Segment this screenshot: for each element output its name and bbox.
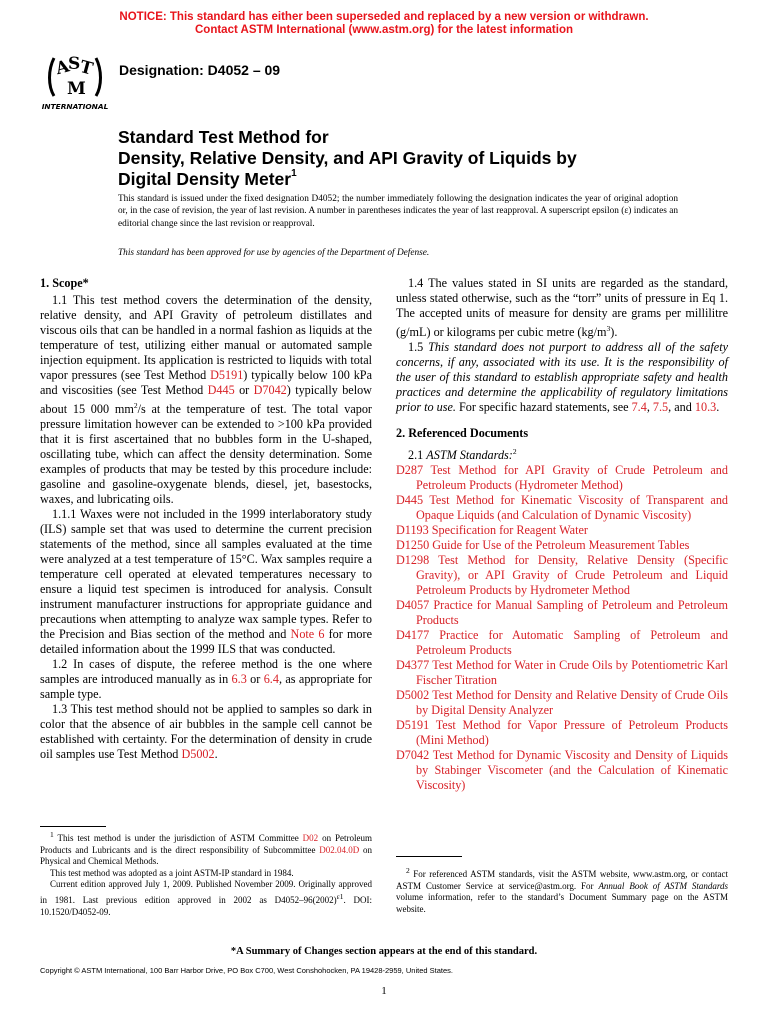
footnote-1-text: $^1$ This test method is under the jurisdiction of ASTM Committee D02 on Petroleum Products and Lubricants and is the direct responsibility of Subcommittee D02.04.0D on Physical and Chemical Methods.: [40, 830, 372, 867]
issuance-statement: This standard is issued under the fixed designation D4052; the number immediately following the designation indicates the year of original adoption or, in the case of revision, the year of last revision. A number in parentheses indicates the year of last reapproval. A superscript epsilon (ε) indicates an editorial change since the last revision or reapproval.: [118, 194, 678, 229]
ref-link-d5191[interactable]: D5191: [210, 368, 244, 382]
ref-link-d5002[interactable]: D5002: [181, 747, 215, 762]
scope-heading: 1. Scope*: [40, 276, 89, 290]
right-column: [396, 276, 728, 793]
standard-title-link[interactable]: Test Method for API Gravity of Crude Petroleum and Petroleum Products (Hydrometer Method): [416, 463, 728, 493]
standard-code-link[interactable]: D4057: [396, 598, 430, 613]
standard-title-link[interactable]: Test Method for Density and Relative Density of Crude Oils by Digital Density Analyzer: [416, 688, 728, 718]
footnote-1: [40, 829, 372, 918]
referenced-documents-heading: 2. Referenced Documents: [396, 426, 529, 441]
referenced-standard-item: [396, 598, 728, 628]
notice-line-2: Contact ASTM International (www.astm.org) for the latest information: [194, 24, 574, 36]
withdrawal-notice: [0, 11, 768, 37]
referenced-standard-item: [396, 748, 728, 793]
standard-code-link[interactable]: D5191: [396, 718, 430, 733]
page-number: 1: [381, 985, 387, 997]
referenced-standard-item: [396, 463, 728, 493]
ref-link-d445[interactable]: D445: [207, 383, 235, 397]
standard-code-link[interactable]: D1298: [396, 553, 430, 568]
standard-code-link[interactable]: D7042: [396, 748, 430, 763]
dod-approval: This standard has been approved for use by agencies of the Department of Defense.: [118, 248, 430, 258]
astm-logo: [40, 50, 110, 112]
title-line-2: Density, Relative Density, and API Gravity of Liquids by: [118, 148, 577, 168]
paragraph-1-1-1: 1.1.1 Waxes were not included in the 1999 interlaboratory study (ILS) sample set that was used to determine the current precision statements of the method, since all samples evaluated at the time were analyzed at a test temperature of 15°C. Wax samples require a temperature cell operated at elevated temperatures necessary to ensure a liquid test specimen is introduced for analysis. Consult instrument manufacturer instructions for appropriate guidance and precautions when attempting to analyze wax sample types. Refer to the Precision and Bias section of the method and Note 6 for more detailed information about the 1999 ILS that was conducted.: [40, 507, 372, 657]
notice-line-1: NOTICE: This standard has either been superseded and replaced by a new version or withdrawn.: [119, 11, 649, 23]
ref-link-d02[interactable]: D02: [302, 833, 319, 843]
paragraph-1-2: 1.2 In cases of dispute, the referee method is the one where samples are introduced manually as in 6.3 or 6.4, as appropriate for sample type.: [40, 657, 372, 702]
standard-title-link[interactable]: Guide for Use of the Petroleum Measurement Tables: [432, 538, 690, 553]
paragraph-1-5: 1.5 This standard does not purport to address all of the safety concerns, if any, associated with its use. It is the responsibility of the user of this standard to establish appropriate safety and health practices and determine the applicability of regulatory limitations prior to use. For specific hazard statements, see 7.4, 7.5, and 10.3.: [396, 340, 728, 415]
standard-title-link[interactable]: Test Method for Kinematic Viscosity of Transparent and Opaque Liquids (and Calculation of Dynamic Viscosity): [416, 493, 729, 523]
ref-link-6-3[interactable]: 6.3: [231, 672, 247, 687]
referenced-standard-item: [396, 658, 728, 688]
copyright-line: Copyright © ASTM International, 100 Barr Harbor Drive, PO Box C700, West Conshohocken, PA 19428-2959, United States.: [40, 966, 453, 975]
ref-link-d7042[interactable]: D7042: [253, 383, 287, 397]
standard-code-link[interactable]: D1193: [396, 523, 429, 538]
document-title: [118, 127, 678, 190]
footnote-rule-left: [40, 826, 106, 827]
referenced-standard-item: [396, 688, 728, 718]
ref-link-7-4[interactable]: 7.4: [631, 400, 647, 415]
astm-standards-subheading: 2.1 ASTM Standards:$^2$: [408, 447, 517, 463]
summary-of-changes-note: *A Summary of Changes section appears at the end of this standard.: [230, 946, 538, 957]
standard-code-link[interactable]: D445: [396, 493, 424, 508]
ref-link-10-3[interactable]: 10.3: [694, 400, 717, 415]
svg-text:T: T: [77, 57, 95, 80]
standard-title-link[interactable]: Test Method for Vapor Pressure of Petroleum Products (Mini Method): [416, 718, 729, 748]
standard-code-link[interactable]: D4177: [396, 628, 430, 643]
referenced-standard-item: [396, 553, 728, 598]
ref-link-d02-04-0d[interactable]: D02.04.0D: [319, 844, 360, 855]
standard-title-link[interactable]: Practice for Automatic Sampling of Petroleum and Petroleum Products: [416, 628, 729, 658]
standard-title-link[interactable]: Practice for Manual Sampling of Petroleum and Petroleum Products: [416, 598, 728, 628]
standard-title-link[interactable]: Test Method for Water in Crude Oils by Potentiometric Karl Fischer Titration: [416, 658, 728, 688]
paragraph-1-4: 1.4 The values stated in SI units are regarded as the standard, unless stated otherwise, such as the “torr” units of pressure in Eq 1. The accepted units of measure for density are grams per millilitre (g/mL) or kilograms per cubic metre $(kg/m^3)$.: [396, 276, 728, 340]
footnote-1-edition: Current edition approved July 1, 2009. Published November 2009. Originally approved in 1981. Last previous edition approved in 2002 as $D4052-96(2002)^{\varepsilon 1}$. DOI: 10.1520/D4052-09.: [40, 879, 372, 917]
svg-text:S: S: [68, 54, 81, 74]
footnote-1-adoption: This test method was adopted as a joint ASTM-IP standard in 1984.: [50, 867, 294, 878]
ref-link-note-6[interactable]: Note 6: [290, 627, 325, 642]
referenced-standard-item: [396, 523, 728, 538]
footnote-2: [396, 865, 728, 915]
left-column: [40, 276, 372, 762]
title-footnote-mark: 1: [291, 168, 297, 180]
svg-text:A: A: [53, 56, 72, 80]
logo-text: INTERNATIONAL: [41, 102, 109, 111]
title-line-1: Standard Test Method for: [118, 127, 329, 147]
ref-link-7-5[interactable]: 7.5: [652, 400, 669, 415]
standard-title-link[interactable]: Test Method for Density, Relative Density (Specific Gravity), or API Gravity of Crude Petroleum and Liquid Petroleum Products by Hydrometer Method: [416, 553, 728, 598]
designation: Designation: D4052 – 09: [119, 62, 281, 78]
standard-title-link[interactable]: Specification for Reagent Water: [431, 523, 588, 538]
paragraph-1-1: 1.1 This test method covers the determination of the density, relative density, and API Gravity of petroleum distillates and viscous oils that can be handled in a normal fashion as liquids at the temperature of test, utilizing either manual or automated sample injection equipment. Its application is restricted to liquids with total vapor pressures (see Test Method D5191) typically below 100 kPa and viscosities (see Test Method D445 or D7042) typically below about 15 000 $mm^2/s$ at the temperature of test. The total vapor pressure limitation however can be extended to >100 kPa provided that it is first ascertained that no bubbles form in the U-shaped, oscillating tube, which can affect the density determination. Some examples of products that may be tested by this procedure include: gasoline and gasoline-oxygenate blends, diesel, jet, basestocks, waxes, and lubricating oils.: [40, 293, 372, 507]
referenced-standard-item: [396, 493, 728, 523]
footnote-2-text: $^2$ For referenced ASTM standards, visit the ASTM website, www.astm.org, or contact ASTM Customer Service at service@astm.org. For Annual Book of ASTM Standards volume information, refer to the standard’s Document Summary page on the ASTM website.: [396, 866, 728, 914]
referenced-standard-item: [396, 538, 728, 553]
footnote-rule-right: [396, 856, 462, 857]
title-line-3: Digital Density Meter$^1$: [118, 168, 297, 189]
standard-code-link[interactable]: D5002: [396, 688, 430, 703]
standard-title-link[interactable]: Test Method for Dynamic Viscosity and Density of Liquids by Stabinger Viscometer (and the Calculation of Kinematic Viscosity): [416, 748, 729, 793]
standard-code-link[interactable]: D4377: [396, 658, 430, 673]
referenced-standards-list: [396, 463, 728, 793]
svg-text:M: M: [67, 79, 86, 99]
referenced-standard-item: [396, 628, 728, 658]
ref-link-6-4[interactable]: 6.4: [263, 672, 279, 687]
referenced-standard-item: [396, 718, 728, 748]
paragraph-1-3: 1.3 This test method should not be applied to samples so dark in color that the absence of air bubbles in the sample cell cannot be established with certainty. For the determination of density in crude oil samples use Test Method D5002.: [40, 702, 372, 762]
standard-code-link[interactable]: D1250: [396, 538, 430, 553]
standard-code-link[interactable]: D287: [396, 463, 424, 478]
